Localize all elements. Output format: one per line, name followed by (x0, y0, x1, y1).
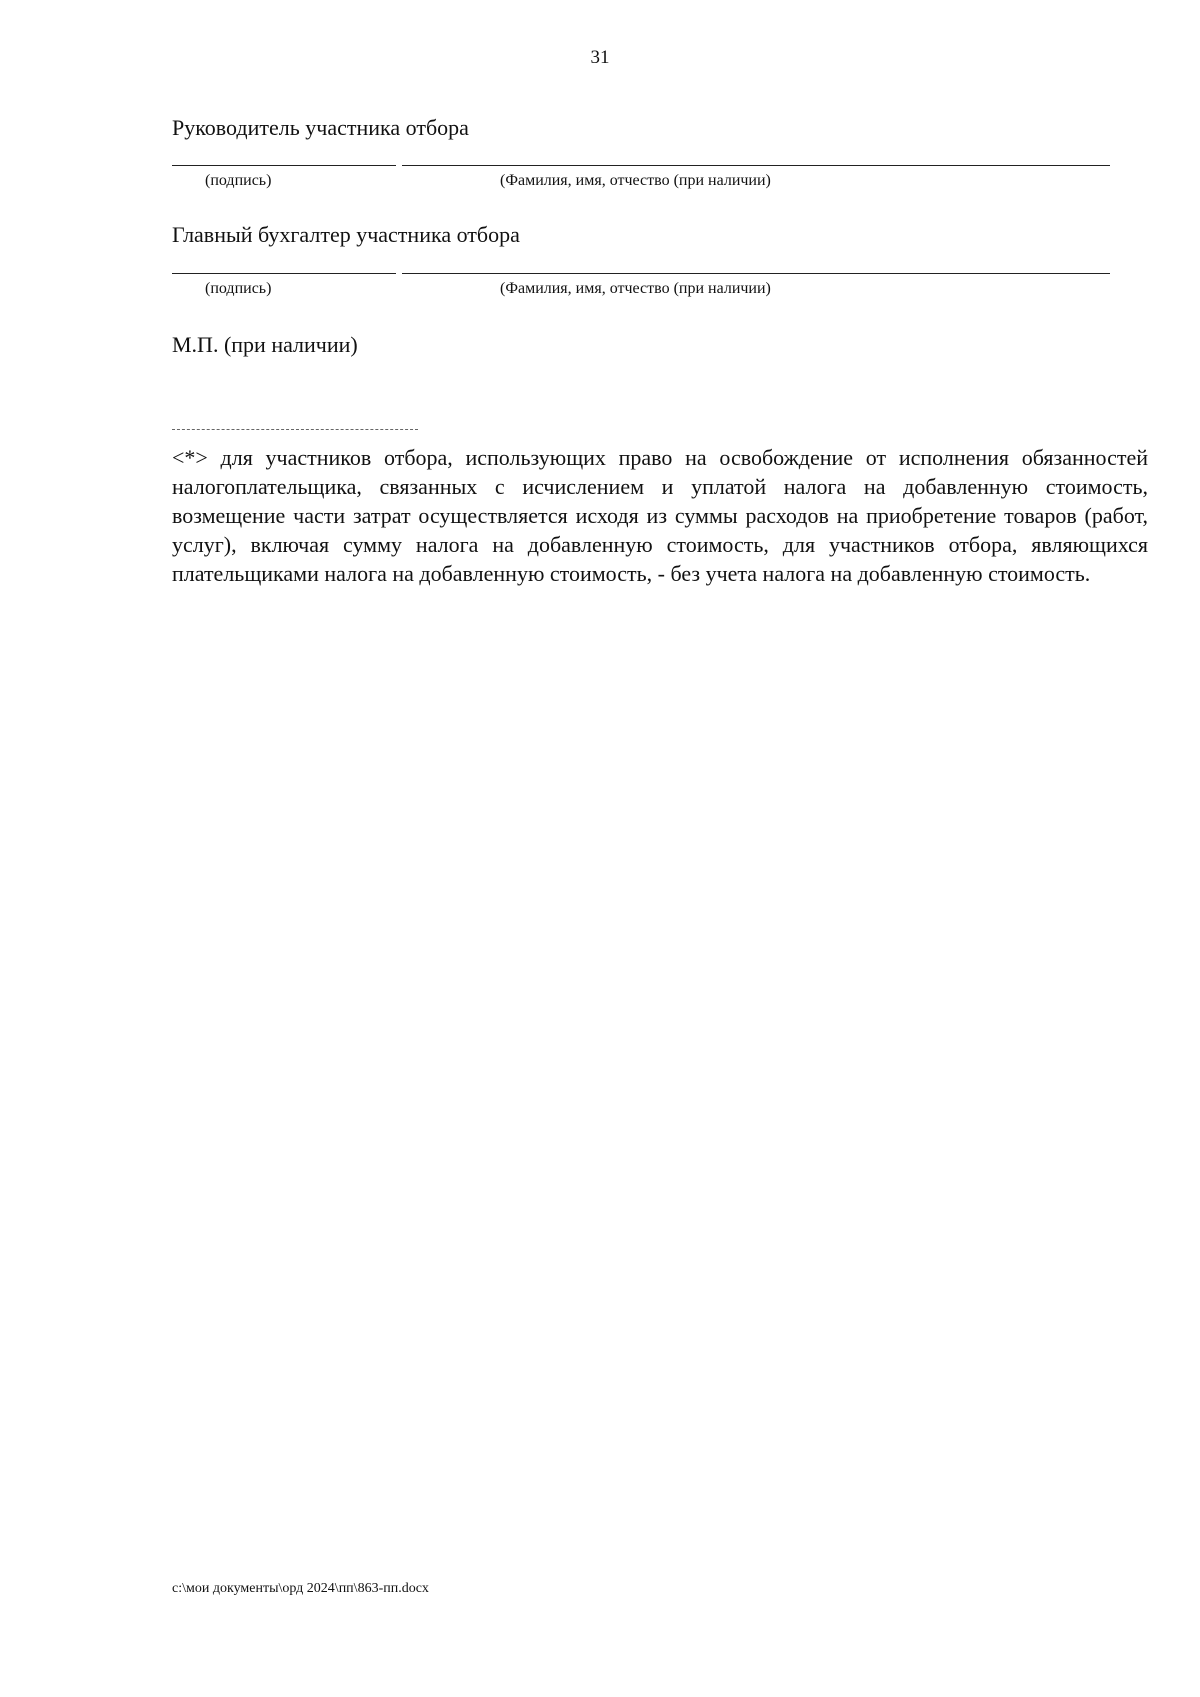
name-line-head (402, 165, 1110, 166)
page-number: 31 (590, 47, 610, 68)
footnote-text: <*> для участников отбора, использующих право на освобождение от исполнения обязанностей налогоплательщика, связанных с исчислением и уплатой налога на добавленную стоимость, возмещение части затрат осуществляется исходя из суммы расходов на приобретение товаров (работ, услуг), включая сумму налога на добавленную стоимость, для участников отбора, являющихся плательщиками налога на добавленную стоимость, - без учета налога на добавленную стоимость. (172, 445, 1148, 586)
name-line-accountant (402, 273, 1110, 274)
signature-line-head (172, 165, 396, 166)
signature-line-accountant (172, 273, 396, 274)
signature-caption-head: (подпись) (205, 172, 272, 189)
file-path: c:\мои документы\орд 2024\пп\863-пп.docx (172, 1581, 429, 1596)
stamp-note: М.П. (при наличии) (172, 332, 358, 357)
footnote-separator (172, 429, 418, 430)
role-title-accountant: Главный бухгалтер участника отбора (172, 222, 520, 247)
signature-caption-accountant: (подпись) (205, 280, 272, 297)
name-caption-accountant: (Фамилия, имя, отчество (при наличии) (500, 280, 771, 297)
name-caption-head: (Фамилия, имя, отчество (при наличии) (500, 172, 771, 189)
role-title-head: Руководитель участника отбора (172, 115, 469, 140)
